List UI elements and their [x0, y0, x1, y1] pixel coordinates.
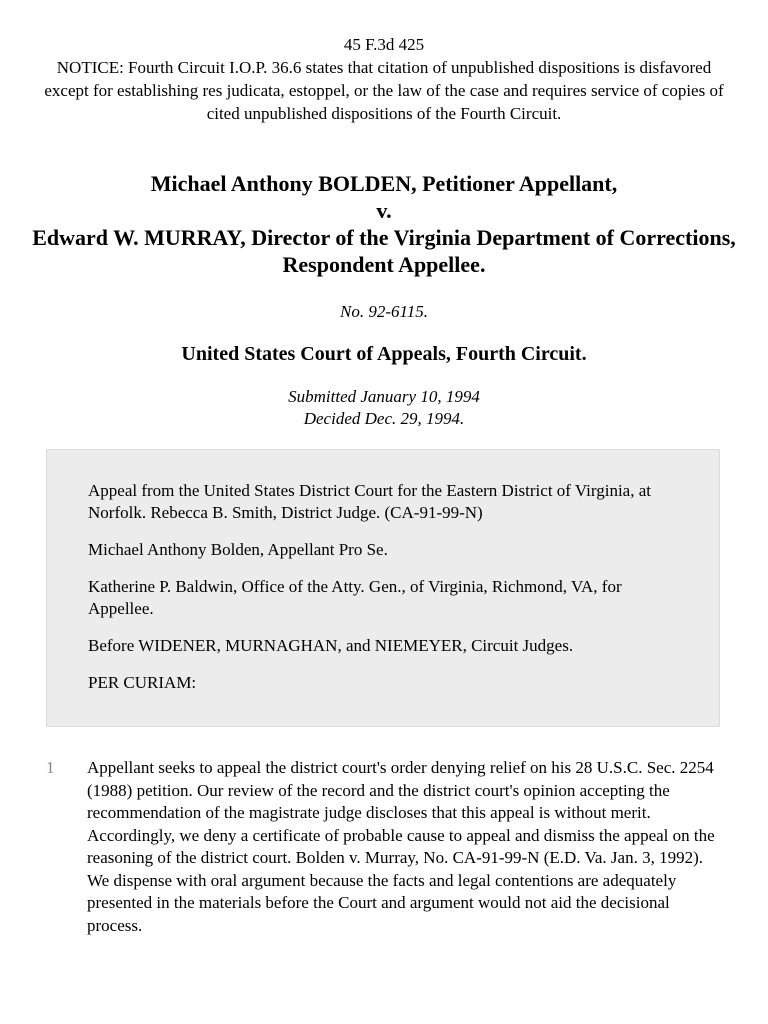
appellant-counsel-text: Michael Anthony Bolden, Appellant Pro Se.	[88, 540, 388, 559]
reporter-citation: 45 F.3d 425	[343, 35, 425, 54]
court-name: United States Court of Appeals, Fourth Circuit.	[181, 343, 587, 365]
submitted-date: Submitted January 10, 1994	[288, 387, 480, 406]
versus-label: v.	[376, 198, 392, 223]
case-caption	[30, 170, 738, 278]
paragraph-number: 1	[46, 758, 55, 777]
docket-number: No. 92-6115.	[340, 302, 428, 321]
unpublished-notice: NOTICE: Fourth Circuit I.O.P. 36.6 states that citation of unpublished dispositions is disfavored except for establishing res judicata, estoppel, or the law of the case and requires service of copies of cited unpublished dispositions of the Fourth Circuit.	[44, 58, 724, 123]
respondent-name: Edward W. MURRAY, Director of the Virginia Department of Corrections, Respondent Appellee.	[32, 225, 736, 277]
case-summary-box	[46, 449, 720, 727]
appellee-counsel-text: Katherine P. Baldwin, Office of the Atty. Gen., of Virginia, Richmond, VA, for Appellee.	[88, 577, 622, 618]
case-dates	[0, 386, 768, 430]
document-header	[40, 33, 728, 125]
decided-date: Decided Dec. 29, 1994.	[303, 409, 465, 428]
opinion-paragraph: Appellant seeks to appeal the district court's order denying relief on his 28 U.S.C. Sec. 2254 (1988) petition. Our review of the record and the district court's opinion accepting the recommendation of the magistrate judge discloses that this appeal is without merit. Accordingly, we deny a certificate of probable cause to appeal and dismiss the appeal on the reasoning of the district court. Bolden v. Murray, No. CA-91-99-N (E.D. Va. Jan. 3, 1992). We dispense with oral argument because the facts and legal contentions are adequately presented in the materials before the Court and argument would not aid the decisional process.	[87, 758, 715, 935]
appeal-from-text: Appeal from the United States District Court for the Eastern District of Virginia, at Norfolk. Rebecca B. Smith, District Judge. (CA-91-99-N)	[88, 481, 652, 522]
petitioner-name: Michael Anthony BOLDEN, Petitioner Appellant,	[150, 171, 618, 196]
per-curiam-label: PER CURIAM:	[88, 673, 197, 692]
panel-judges-text: Before WIDENER, MURNAGHAN, and NIEMEYER, Circuit Judges.	[88, 636, 574, 655]
